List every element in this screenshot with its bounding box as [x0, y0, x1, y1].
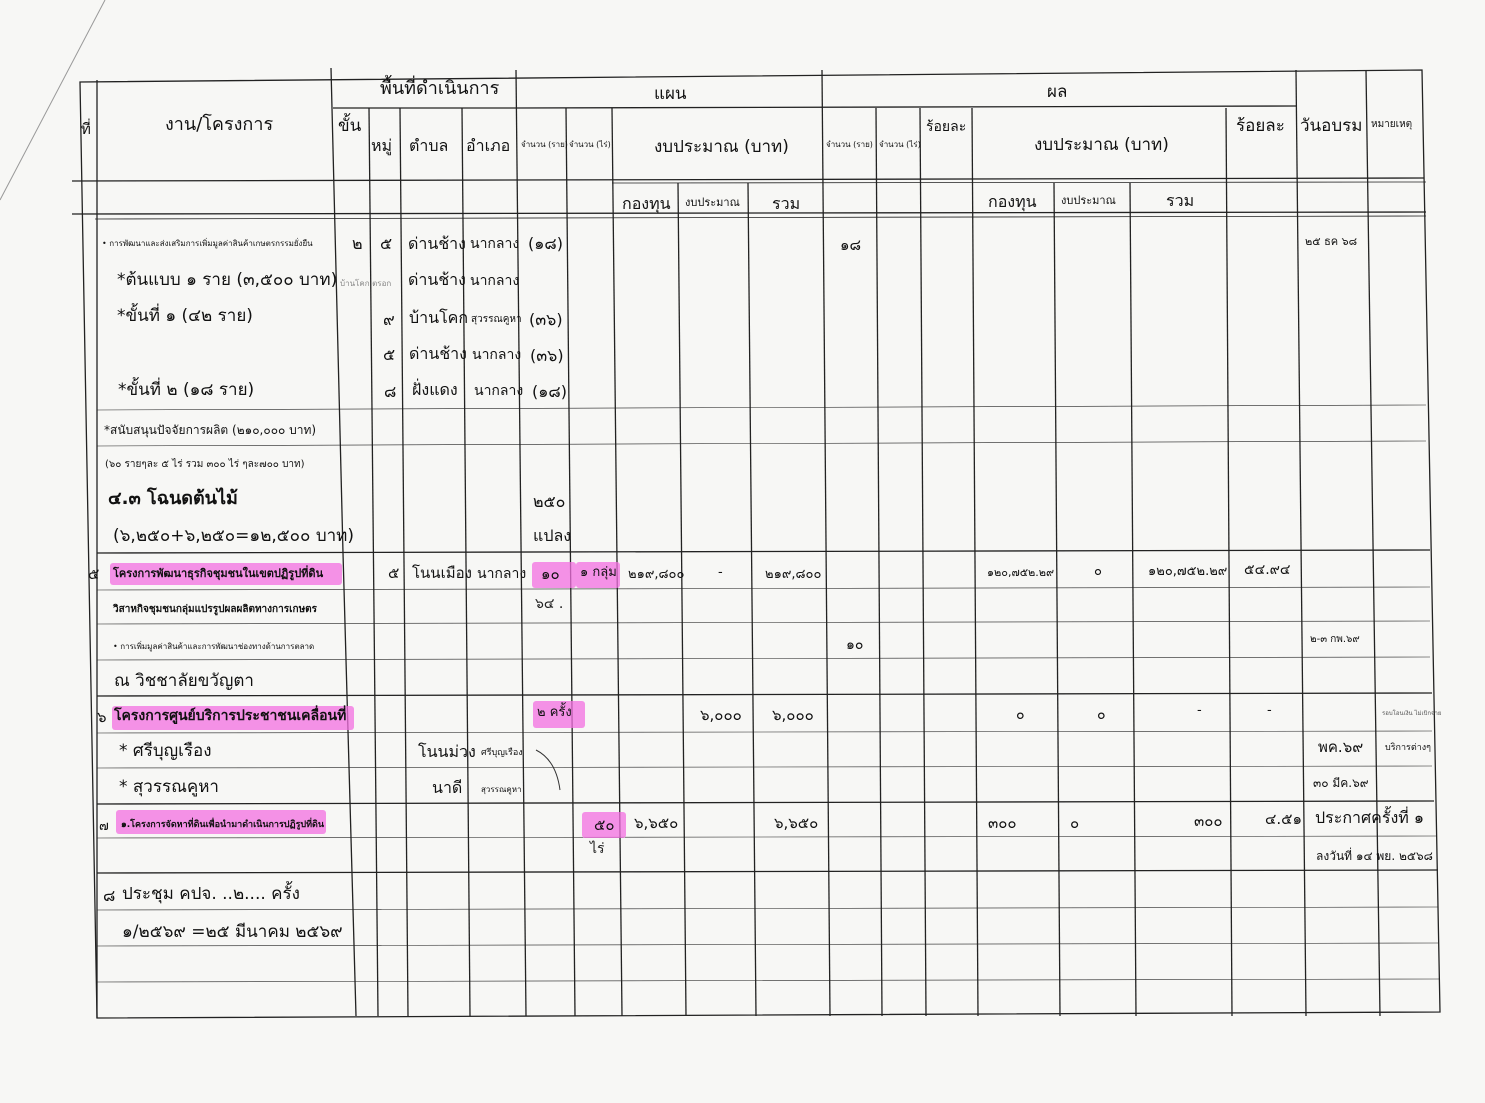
r6-c-date: ๓๐ มีค.๖๙	[1313, 776, 1369, 790]
header-result-percent: ร้อยละ	[926, 119, 967, 135]
r4-f-title: *สนับสนุนปัจจัยการผลิต (๒๑๐,๐๐๐ บาท)	[104, 423, 317, 437]
r4-c-village: ๙	[383, 310, 395, 329]
r4-a-date: ๒๕ ธค ๖๘	[1305, 235, 1358, 248]
r5-fund: ๒๑๙,๘๐๐	[628, 567, 685, 582]
r4-e-village: ๘	[384, 382, 397, 401]
r4-e-district: นากลาง	[474, 383, 524, 399]
header-result-fund: กองทุน	[988, 192, 1037, 211]
r5-subdistrict: โนนเมือง	[412, 564, 472, 582]
r7-date2: ลงวันที่ ๑๔ พย. ๒๕๖๘	[1316, 849, 1433, 863]
header-result-budget-sub: งบประมาณ	[1061, 194, 1116, 207]
r5-b-title: วิสาหกิจชุมชนกลุ่มแปรรูปผลผลิตทางการเกษตร	[113, 604, 318, 615]
r6-res-budget: ๐	[1097, 707, 1106, 723]
header-result-count-rai: จำนวน (ไร่)	[879, 140, 921, 149]
r7-res-budget: ๐	[1070, 814, 1080, 832]
r5-title: โครงการพัฒนาธุรกิจชุมชนในเขตปฏิรูปที่ดิน	[113, 567, 324, 580]
r7-total: ๖,๖๕๐	[774, 814, 819, 832]
r5-b-note: ๖๔ .	[535, 596, 564, 612]
header-remark: หมายเหตุ	[1371, 119, 1413, 130]
r5-c-date: ๒-๓ กพ.๖๙	[1310, 634, 1360, 645]
r4-d-district: นากลาง	[472, 347, 522, 363]
r6-budget: ๖,๐๐๐	[700, 706, 742, 724]
r4-a-step: ๒	[352, 234, 363, 253]
r5-no: ๕	[88, 565, 100, 583]
r4-g-title: (๖๐ รายๆละ ๕ ไร่ รวม ๓๐๐ ไร่ ๆละ๗๐๐ บาท)	[105, 459, 305, 470]
r5-res-fund: ๑๒๐,๗๕๒.๒๙	[987, 566, 1055, 579]
r6-b-district: ศรีบุญเรือง	[481, 748, 523, 758]
header-training-date: วันอบรม	[1300, 116, 1363, 136]
header-plan-budget-sub: งบประมาณ	[685, 196, 740, 209]
r6-res-total: -	[1197, 703, 1202, 718]
r4-d-subdistrict: ด่านช้าง	[409, 344, 467, 363]
r4-e-people: (๑๘)	[532, 382, 567, 401]
r7-fund: ๖,๖๕๐	[634, 814, 679, 832]
header-area: พื้นที่ดำเนินการ	[380, 78, 500, 99]
r4-a-people: (๑๘)	[528, 234, 563, 253]
r4-c-people: (๓๖)	[529, 310, 563, 329]
r4-d-people: (๓๖)	[530, 346, 564, 365]
r6-res-percent: -	[1267, 703, 1272, 718]
r7-date: ประกาศครั้งที่ ๑	[1315, 808, 1425, 827]
r7-res-fund: ๓๐๐	[988, 814, 1017, 832]
r8-no: ๘	[103, 886, 116, 905]
r6-title: โครงการศูนย์บริการประชาชนเคลื่อนที่	[114, 708, 347, 724]
r4-b-village: บ้านโคก ตรอก	[340, 279, 392, 288]
r7-title: ๑.โครงการจัดหาที่ดินเพื่อนำมาดำเนินการปฏิรูปที่ดิน	[121, 820, 325, 830]
r4-a-subdistrict: ด่านช้าง	[408, 234, 466, 253]
header-plan-fund: กองทุน	[622, 194, 671, 213]
r6-no: ๖	[97, 708, 107, 726]
header-no: ที่	[81, 120, 91, 138]
r6-total: ๖,๐๐๐	[772, 706, 814, 724]
r5-res-total: ๑๒๐,๗๕๒.๒๙	[1148, 564, 1228, 579]
header-district: อำเภอ	[466, 136, 511, 155]
header-result: ผล	[1047, 82, 1068, 102]
header-plan-count-people: จำนวน (ราย)	[521, 140, 568, 149]
r4-e-subdistrict: ฝั่งแดง	[412, 380, 458, 399]
r6-b-remark: บริการต่างๆ	[1385, 743, 1432, 753]
r6-b-subdistrict: โนนม่วง	[418, 742, 476, 761]
r5-c-res-people: ๑๐	[846, 637, 864, 653]
r6-c-subdistrict: นาดี	[432, 778, 463, 797]
r5-res-budget: ๐	[1094, 564, 1102, 579]
r5-village: ๕	[388, 564, 400, 582]
r4-a-district: นากลาง	[470, 236, 520, 252]
r6-remark-small: รอบโอนเงิน ไม่เบิกจ่าย	[1382, 710, 1442, 717]
r4-c-subdistrict: บ้านโคก	[409, 308, 469, 327]
r4-b-title: *ต้นแบบ ๑ ราย (๓,๕๐๐ บาท)	[117, 270, 338, 290]
r43-count: ๒๕๐	[533, 492, 566, 511]
r4-c-district: สุวรรณคูหา	[471, 314, 522, 325]
r4-b-subdistrict: ด่านช้าง	[408, 270, 466, 289]
r5-budget: -	[718, 565, 723, 580]
r5-c-title: • การเพิ่มมูลค่าสินค้าและการพัฒนาช่องทางด้านการตลาด	[113, 642, 315, 651]
header-plan-budget: งบประมาณ (บาท)	[654, 137, 789, 157]
header-result-count-people: จำนวน (ราย)	[826, 140, 873, 149]
r5-res-percent: ๕๔.๙๔	[1244, 562, 1291, 578]
r43-title: ๔.๓ โฉนดต้นไม้	[108, 488, 238, 509]
header-percent: ร้อยละ	[1236, 116, 1285, 136]
r6-c-title: * สุวรรณคูหา	[119, 777, 219, 797]
header-village: หมู่	[371, 136, 393, 155]
header-result-budget: งบประมาณ (บาท)	[1034, 135, 1169, 155]
r7-no: ๗	[99, 819, 109, 834]
header-plan: แผน	[654, 84, 687, 104]
r5-district: นากลาง	[477, 566, 527, 582]
r8-sub: ๑/๒๕๖๙ =๒๕ มีนาคม ๒๕๖๙	[122, 922, 343, 942]
r4-a-village: ๕	[380, 234, 393, 253]
r43-unit: แปลง	[533, 526, 572, 545]
r4-e-title: *ขั้นที่ ๒ (๑๘ ราย)	[118, 380, 255, 400]
r7-rai: ๕๐	[594, 816, 615, 834]
r6-b-date: พค.๖๙	[1318, 738, 1364, 756]
r5-total: ๒๑๙,๘๐๐	[765, 567, 822, 582]
r5-rai: ๑ กลุ่ม	[580, 565, 617, 580]
header-plan-total: รวม	[772, 194, 801, 213]
r5-people: ๑๐	[541, 565, 560, 583]
r4-a-title: • การพัฒนาและส่งเสริมการเพิ่มมูลค่าสินค้าเกษตรกรรมยั่งยืน	[102, 239, 313, 248]
header-subdistrict: ตำบล	[409, 136, 449, 155]
r4-b-district: นากลาง	[470, 273, 520, 289]
r6-res-fund: ๐	[1016, 707, 1025, 723]
r7-res-percent: ๔.๕๑	[1265, 810, 1302, 828]
r6-c-district: สุวรรณคูหา	[481, 785, 522, 794]
r4-a-result-people: ๑๘	[840, 236, 862, 254]
r7-rai-note: ไร่	[590, 841, 605, 857]
r4-d-village: ๕	[383, 345, 396, 364]
r5-d-title: ณ วิชชาลัยขวัญตา	[114, 671, 254, 691]
r43-calc: (๖,๒๕๐+๖,๒๕๐=๑๒,๕๐๐ บาท)	[113, 526, 355, 546]
header-project: งาน/โครงการ	[165, 114, 274, 135]
header-step: ขั้น	[338, 116, 362, 136]
r6-people: ๒ ครั้ง	[537, 705, 572, 720]
header-plan-count-rai: จำนวน (ไร่)	[569, 140, 611, 149]
r7-res-total: ๓๐๐	[1194, 812, 1223, 830]
r4-c-title: *ขั้นที่ ๑ (๔๒ ราย)	[117, 306, 253, 326]
r8-title: ประชุม คปจ. ..๒.... ครั้ง	[122, 884, 300, 904]
r6-b-title: * ศรีบุญเรือง	[119, 741, 212, 761]
header-result-total: รวม	[1166, 191, 1195, 210]
